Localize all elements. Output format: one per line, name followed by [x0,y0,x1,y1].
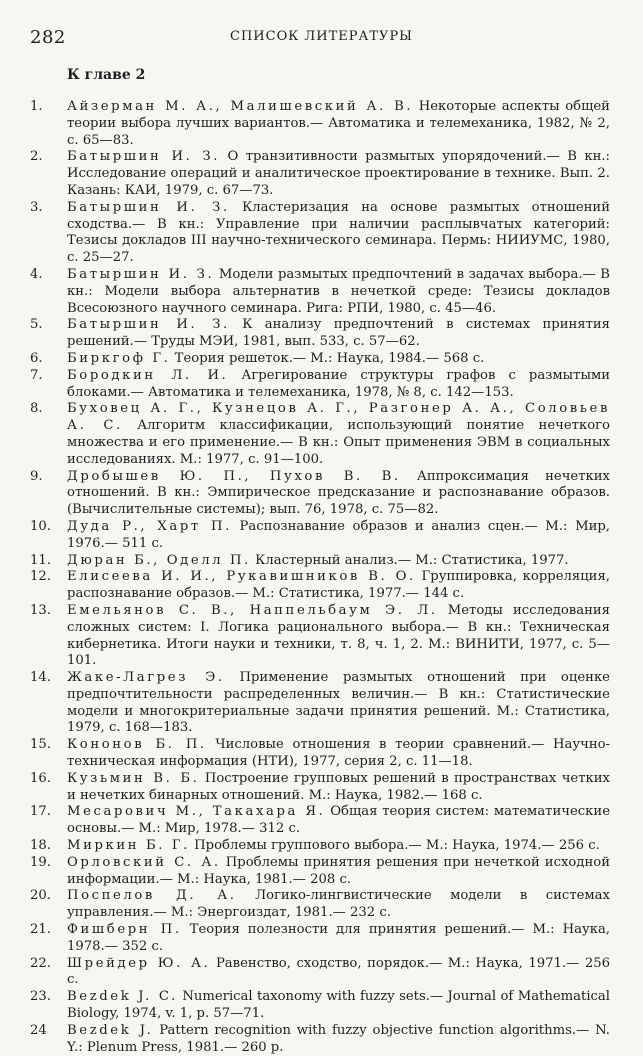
reference-number: 7. [30,367,43,383]
reference-description: Pattern recognition with fuzzy objective function algorithms.— N. Y.: Plenum Press, 1981.— 260 p. [67,1022,610,1055]
reference-description: Группировка, корреляция, распознавание образов.— М.: Статистика, 1977.— 144 с. [67,569,610,602]
reference-description: Общая теория систем: математические основы.— М.: Мир, 1978.— 312 с. [67,804,611,837]
reference-entry [30,855,610,889]
reference-author: Жаке-Лагрез Э. [67,670,225,686]
reference-entry [30,603,610,670]
reference-number: 9. [30,468,43,484]
reference-text [67,771,610,805]
reference-description: Методы исследования сложных систем: I. Логика рационального выбора.— В кн.: Техническая кибернетика. Итоги науки и техники, т. 8, ч. 1, 2. М.: ВИНИТИ, 1977, с. 5—101. [67,602,610,669]
reference-text [67,855,610,889]
reference-text [67,267,610,317]
reference-number: 11. [30,552,51,568]
reference-number: 5. [30,317,43,333]
reference-description: Аппроксимация нечетких отношений. В кн.: Эмпирическое предсказание и распознавание образов. (Вычислительные системы); вып. 76, 1978, с. 75—82. [67,468,610,518]
reference-author: Биркгоф Г. [67,350,171,366]
reference-number: 18. [30,838,51,854]
reference-text [67,989,610,1023]
reference-author: Емельянов С. В., Наппельбаум Э. Л. [67,602,438,618]
reference-entry [30,401,610,468]
reference-text [67,99,610,149]
reference-text [67,888,610,922]
reference-entry [30,670,610,737]
reference-description: Логико-лингвистические модели в системах управления.— М.: Энергоиздат, 1981.— 232 с. [67,888,610,921]
reference-number: 20. [30,888,51,904]
reference-number: 24 [30,1022,47,1038]
reference-text [67,737,610,771]
reference-description: Кластерный анализ.— М.: Статистика, 1977. [255,552,569,568]
reference-author: Миркин Б. Г. [67,838,190,854]
reference-number: 16. [30,770,51,786]
reference-text [67,519,610,553]
reference-number: 17. [30,804,51,820]
reference-number: 13. [30,602,51,618]
reference-author: Орловский С. А. [67,854,221,870]
reference-text [67,804,610,838]
reference-description: Равенство, сходство, порядок.— М.: Наука, 1971.— 256 с. [67,955,610,988]
reference-entry [30,317,610,351]
reference-entry [30,838,610,855]
reference-description: Построение групповых решений в пространствах четких и нечетких бинарных отношений. М.: Наука, 1982.— 168 с. [67,770,610,803]
reference-number: 23. [30,989,51,1005]
reference-number: 14. [30,670,51,686]
reference-author: Фишберн П. [67,922,182,938]
page-number: 282 [30,27,66,48]
reference-description: Агрегирование структуры графов с размытыми блоками.— Автоматика и телемеханика, 1978, № 8, с. 142—153. [67,367,610,400]
reference-text [67,469,610,519]
reference-author: Дробышев Ю. П., Пухов В. В. [67,468,401,484]
reference-text [67,670,610,737]
reference-entry [30,519,610,553]
reference-text [67,838,610,855]
reference-text [67,553,610,570]
reference-author: Бородкин Л. И. [67,367,229,383]
reference-description: Проблемы группового выбора.— М.: Наука, 1974.— 256 с. [194,838,600,854]
reference-description: Проблемы принятия решения при нечеткой исходной информации.— М.: Наука, 1981.— 208 с. [67,854,610,887]
reference-entry [30,368,610,402]
reference-author: Шрейдер Ю. А. [67,955,211,971]
reference-entry [30,469,610,519]
reference-text [67,149,610,199]
reference-entry [30,149,610,199]
reference-entry [30,1023,610,1056]
reference-author: Кононов Б. П. [67,737,207,753]
reference-author: Кузьмин В. Б. [67,770,200,786]
reference-text [67,922,610,956]
section-title: К главе 2 [67,67,146,83]
reference-description: Некоторые аспекты общей теории выбора лучших вариантов.— Автоматика и телемеханика, 1982, № 2, с. 65—83. [67,99,610,148]
reference-author: Батыршин И. З. [67,317,230,333]
reference-description: Кластеризация на основе размытых отношений сходства.— В кн.: Управление при наличии расплывчатых категорий: Тезисы докладов III научно-технического семинара. Пермь: НИИУМС, 1980, с. 25—27. [67,199,610,266]
reference-text [67,317,610,351]
reference-number: 12. [30,569,51,585]
reference-entry [30,888,610,922]
reference-author: Батыршин И. З. [67,149,221,165]
reference-text [67,401,610,468]
reference-entry [30,989,610,1023]
reference-number: 2. [30,149,43,165]
reference-number: 6. [30,350,43,366]
reference-number: 15. [30,737,51,753]
reference-description: Числовые отношения в теории сравнений.— Научно-техническая информация (НТИ), 1977, серия 2, с. 11—18. [67,737,611,770]
reference-description: Теория полезности для принятия решений.— М.: Наука, 1978.— 352 с. [67,922,610,954]
reference-number: 4. [30,266,43,282]
reference-description: Применение размытых отношений при оценке предпочтительности распределенных величин.— В кн.: Статистические модели и многокритериальные задачи принятия решений. М.: Статистика, 1979, с. 168—183. [67,670,610,736]
reference-entry [30,553,610,570]
reference-entry [30,922,610,956]
reference-entry [30,737,610,771]
reference-author: Елисеева И. И., Рукавишников В. О. [67,569,416,585]
reference-text [67,200,610,267]
reference-author: Bezdek J. [67,1022,154,1038]
reference-number: 3. [30,199,43,215]
reference-text [67,1023,610,1056]
reference-number: 1. [30,99,43,114]
reference-author: Дюран Б., Оделл П. [67,552,251,568]
reference-entry [30,771,610,805]
reference-text [67,569,610,603]
reference-entry [30,804,610,838]
reference-author: Bezdek J. C. [67,989,178,1005]
reference-entry [30,99,610,149]
reference-description: Алгоритм классификации, использующий понятие нечеткого множества и его применение.— В кн.: Опыт применения ЭВМ в социальных исследованиях. М.: 1977, с. 91—100. [67,418,610,467]
reference-text [67,956,610,990]
reference-entry [30,956,610,990]
reference-text [67,368,610,402]
reference-number: 10. [30,518,51,534]
reference-entry [30,267,610,317]
reference-description: Теория решеток.— М.: Наука, 1984.— 568 с. [174,350,485,366]
reference-text [67,603,610,670]
running-head: СПИСОК ЛИТЕРАТУРЫ [230,29,413,44]
reference-number: 22. [30,955,51,971]
reference-number: 21. [30,922,51,938]
reference-entry [30,569,610,603]
reference-description: Numerical taxonomy with fuzzy sets.— Journal of Mathematical Biology, 1974, v. 1, p. 57—71. [67,989,611,1022]
reference-entry [30,200,610,267]
reference-number: 19. [30,854,51,870]
reference-number: 8. [30,401,43,417]
reference-list [30,99,610,1056]
reference-author: Поспелов Д. А. [67,888,237,904]
reference-author: Айзерман М. А., Малишевский А. В. [67,99,414,114]
reference-author: Месарович М., Такахара Я. [67,804,326,820]
reference-author: Буховец А. Г., Кузнецов А. Г., Разгонер А. А., Соловьев А. С. [67,401,610,434]
reference-description: О транзитивности размытых упорядочений.— В кн.: Исследование операций и аналитическое проектирование в технике. Вып. 2. Казань: КАИ, 1979, с. 67—73. [67,149,610,198]
reference-text [67,351,610,368]
reference-description: К анализу предпочтений в системах принятия решений.— Труды МЭИ, 1981, вып. 533, с. 57—62. [67,317,610,350]
reference-entry [30,351,610,368]
reference-author: Батыршин И. З. [67,266,215,282]
reference-description: Распознавание образов и анализ сцен.— М.: Мир, 1976.— 511 с. [67,518,611,551]
reference-author: Дуда Р., Харт П. [67,518,232,534]
reference-description: Модели размытых предпочтений в задачах выбора.— В кн.: Модели выбора альтернатив в нечеткой среде: Тезисы докладов Всесоюзного научного семинара. Рига: РПИ, 1980, с. 45—46. [67,266,610,316]
reference-author: Батыршин И. З. [67,199,230,215]
